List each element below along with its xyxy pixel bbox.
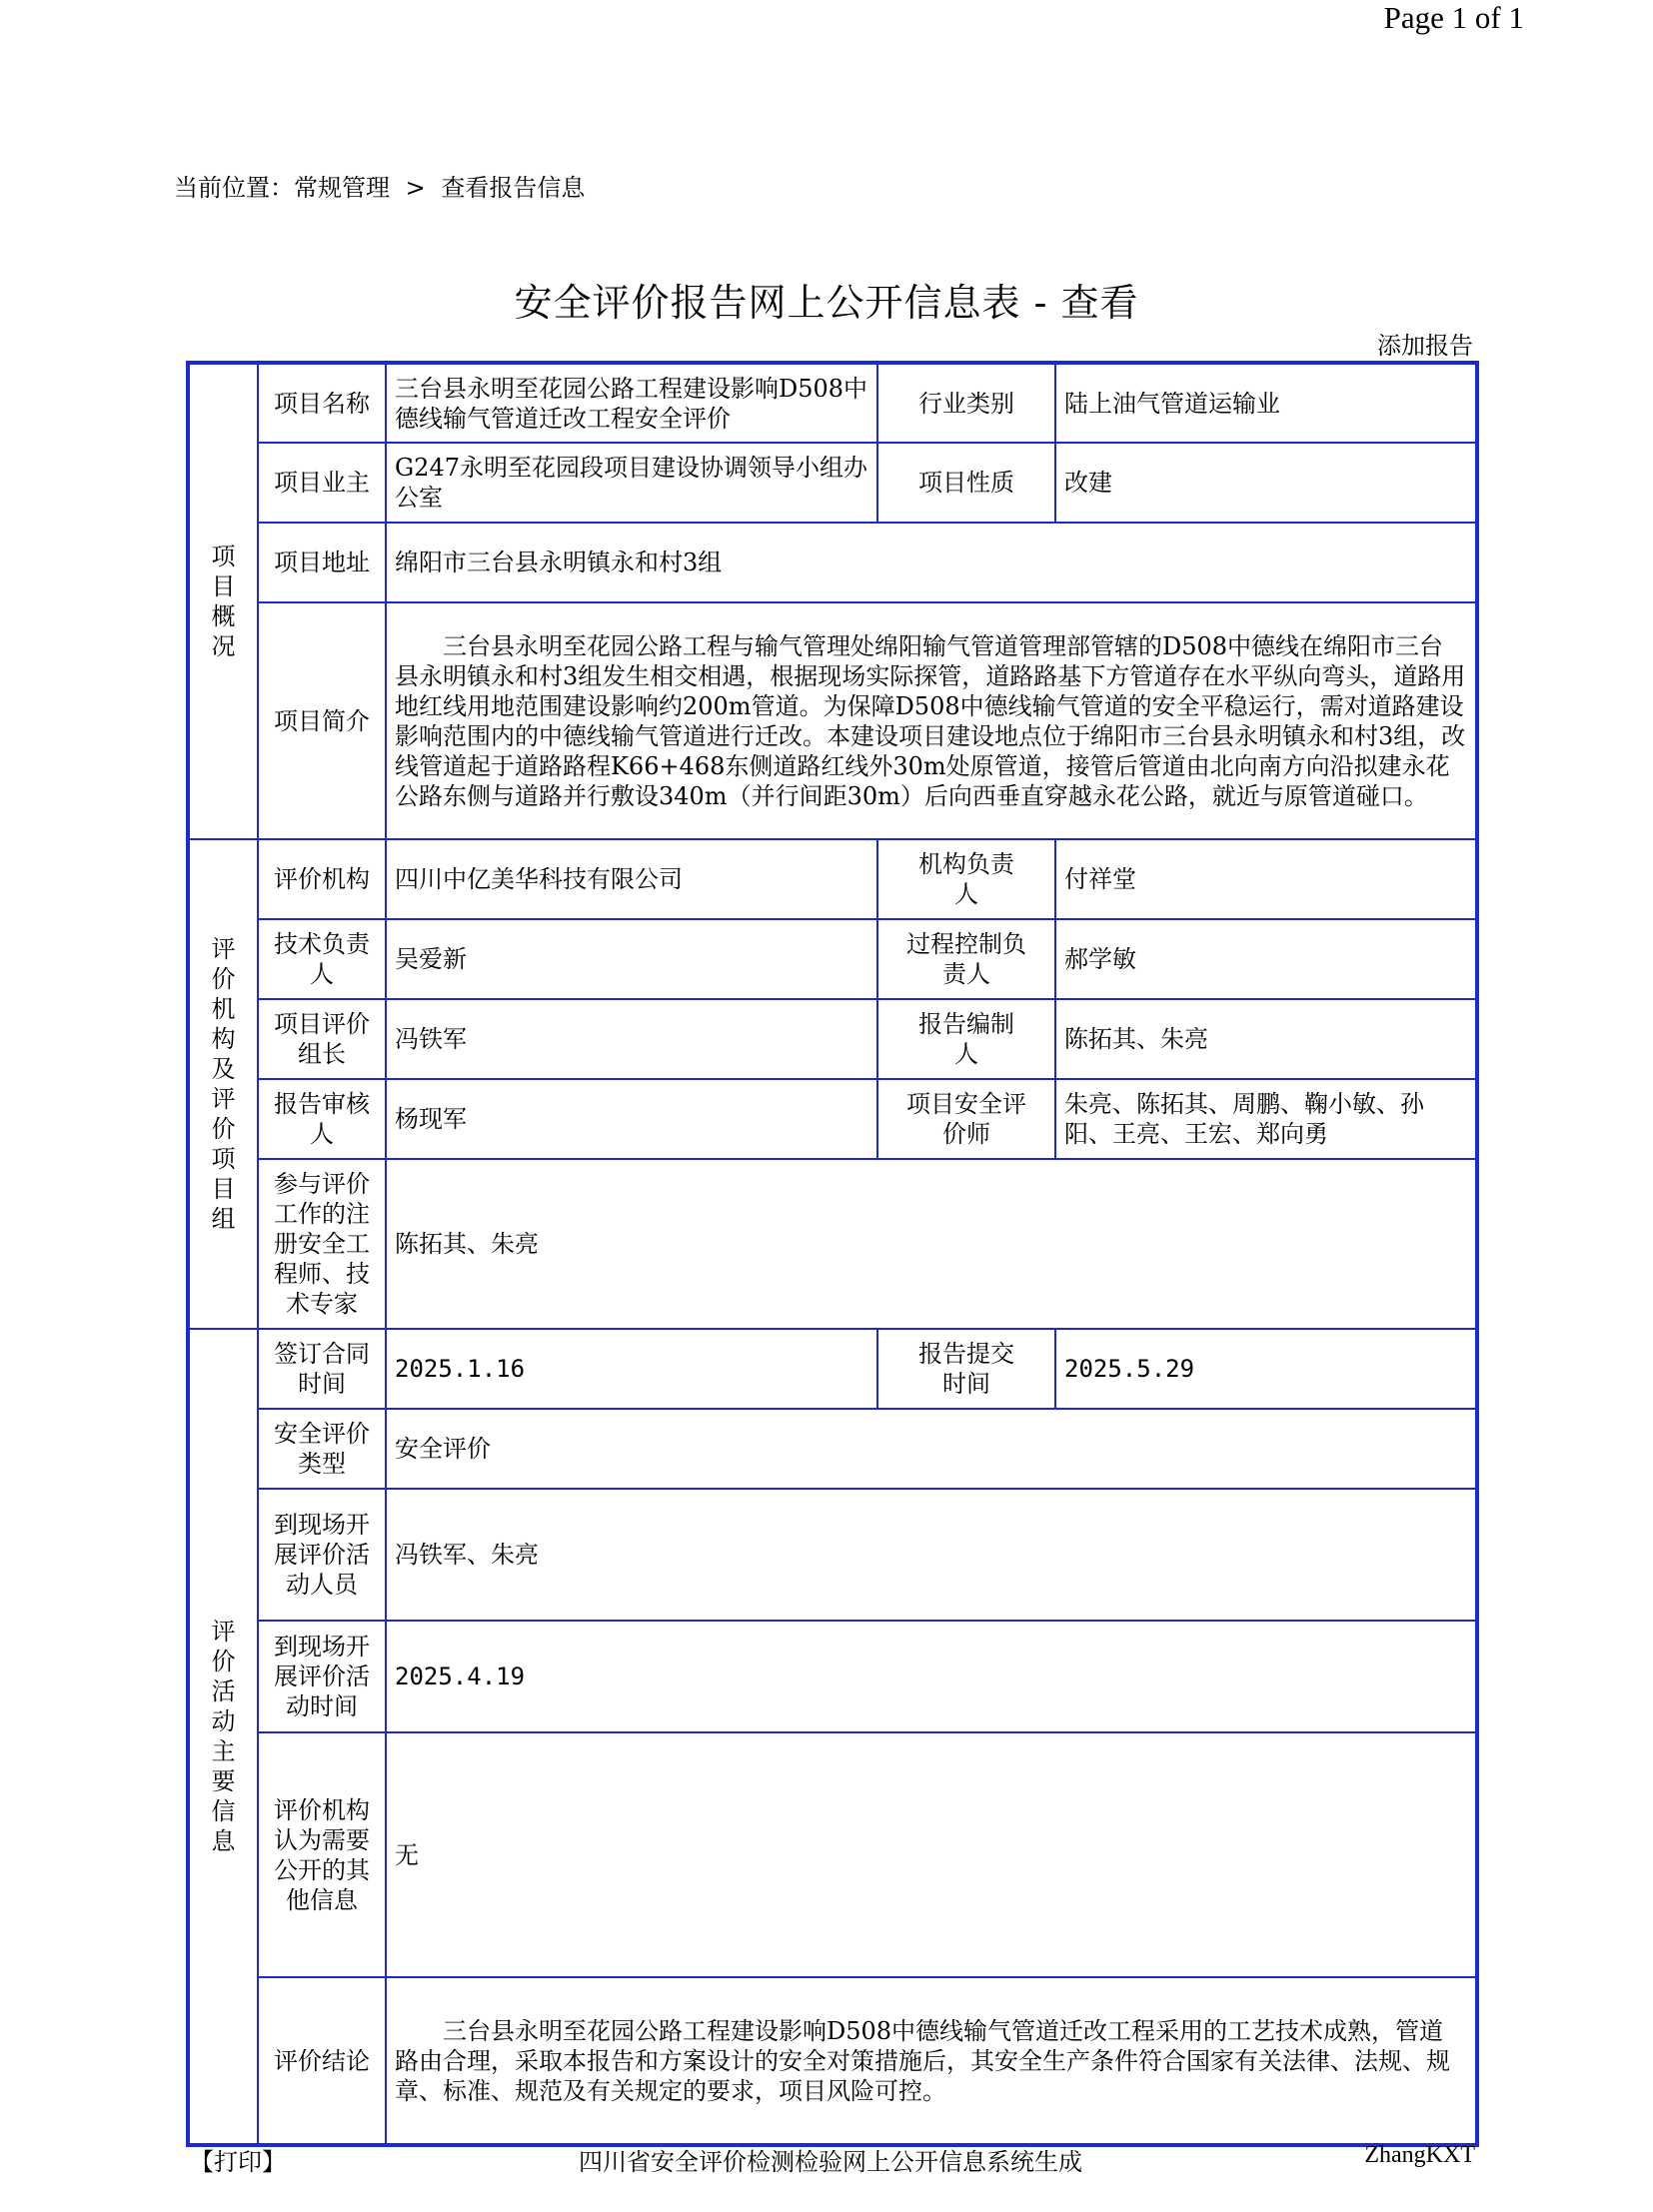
intro-label: 项目简介 (258, 602, 386, 839)
table-row (188, 919, 1477, 999)
table-row (188, 443, 1477, 523)
sign-label: 签订合同时间 (258, 1329, 386, 1409)
page-number: Page 1 of 1 (1383, 0, 1524, 35)
engineers-value: 陈拓其、朱亮 (386, 1159, 1477, 1329)
reviewer-label: 报告审核人 (258, 1079, 386, 1159)
nature-value: 改建 (1055, 443, 1477, 523)
process-label: 过程控制负责人 (877, 919, 1055, 999)
breadcrumb-prefix: 当前位置： (174, 174, 294, 202)
address-label: 项目地址 (258, 523, 386, 602)
engineers-label: 参与评价工作的注册安全工程师、技术专家 (258, 1159, 386, 1329)
owner-value: G247永明至花园段项目建设协调领导小组办公室 (386, 443, 877, 523)
industry-value: 陆上油气管道运输业 (1055, 363, 1477, 443)
tech-label: 技术负责人 (258, 919, 386, 999)
report-info-table (186, 361, 1479, 2147)
project-name-label: 项目名称 (258, 363, 386, 443)
breadcrumb-item-view-report: 查看报告信息 (441, 174, 586, 202)
section-org: 评价机构及评价项目组 (188, 839, 258, 1329)
table-row (188, 1079, 1477, 1159)
add-report-link[interactable]: 添加报告 (1377, 332, 1473, 360)
page-title: 安全评价报告网上公开信息表 - 查看 (514, 281, 1139, 325)
table-row (188, 1159, 1477, 1329)
footer (186, 2138, 1475, 2178)
table-row (188, 523, 1477, 602)
org-head-value: 付祥堂 (1055, 839, 1477, 919)
breadcrumb-item-routine[interactable]: 常规管理 (294, 174, 390, 202)
org-label: 评价机构 (258, 839, 386, 919)
owner-label: 项目业主 (258, 443, 386, 523)
conclusion-label: 评价结论 (258, 1977, 386, 2145)
project-name-value: 三台县永明至花园公路工程建设影响D508中德线输气管道迁改工程安全评价 (386, 363, 877, 443)
evaluators-value: 朱亮、陈拓其、周鹏、鞠小敏、孙阳、王亮、王宏、郑向勇 (1055, 1079, 1477, 1159)
print-button[interactable]: 【打印】 (190, 2148, 286, 2176)
table-row (188, 1329, 1477, 1409)
section-overview: 项目概况 (188, 363, 258, 839)
intro-value: 三台县永明至花园公路工程与输气管理处绵阳输气管道管理部管辖的D508中德线在绵阳市三台县永明镇永和村3组发生相交相遇，根据现场实际探管，道路路基下方管道存在水平纵向弯头，道路用地红线用地范围建设影响约200m管道。为保障D508中德线输气管道的安全平稳运行，需对道路建设影响范围内的中德线输气管道进行迁改。本建设项目建设地点位于绵阳市三台县永明镇永和村3组，改线管道起于道路路程K66+468东侧道路红线外30m处原管道，接管后管道由北向南方向沿拟建永花公路东侧与道路并行敷设340m（并行间距30m）后向西垂直穿越永花公路，就近与原管道碰口。 (386, 602, 1477, 839)
system-credit: 四川省安全评价检测检验网上公开信息系统生成 (579, 2148, 1082, 2176)
submit-label: 报告提交时间 (877, 1329, 1055, 1409)
onsite-people-value: 冯铁军、朱亮 (386, 1489, 1477, 1621)
submit-value: 2025.5.29 (1055, 1329, 1477, 1409)
section-activity: 评价活动主要信息 (188, 1329, 258, 2145)
nature-label: 项目性质 (877, 443, 1055, 523)
other-label: 评价机构认为需要公开的其他信息 (258, 1732, 386, 1977)
type-label: 安全评价类型 (258, 1409, 386, 1489)
table-row (188, 1977, 1477, 2145)
onsite-people-label: 到现场开展评价活动人员 (258, 1489, 386, 1621)
reviewer-value: 杨现军 (386, 1079, 877, 1159)
address-value: 绵阳市三台县永明镇永和村3组 (386, 523, 1477, 602)
type-value: 安全评价 (386, 1409, 1477, 1489)
onsite-time-value: 2025.4.19 (386, 1621, 1477, 1732)
onsite-time-label: 到现场开展评价活动时间 (258, 1621, 386, 1732)
table-row (188, 999, 1477, 1079)
evaluators-label: 项目安全评价师 (877, 1079, 1055, 1159)
table-row (188, 839, 1477, 919)
conclusion-value: 三台县永明至花园公路工程建设影响D508中德线输气管道迁改工程采用的工艺技术成熟，管道路由合理，采取本报告和方案设计的安全对策措施后，其安全生产条件符合国家有关法律、法规、规章、标准、规范及有关规定的要求，项目风险可控。 (386, 1977, 1477, 2145)
process-value: 郝学敏 (1055, 919, 1477, 999)
writer-label: 报告编制人 (877, 999, 1055, 1079)
breadcrumb (174, 168, 585, 203)
table-row (188, 1732, 1477, 1977)
table-row (188, 1489, 1477, 1621)
table-row (188, 1621, 1477, 1732)
author-tag: ZhangKXT (1364, 2142, 1475, 2168)
tech-value: 吴爱新 (386, 919, 877, 999)
org-head-label: 机构负责人 (877, 839, 1055, 919)
table-row (188, 363, 1477, 443)
org-value: 四川中亿美华科技有限公司 (386, 839, 877, 919)
industry-label: 行业类别 (877, 363, 1055, 443)
table-row (188, 602, 1477, 839)
leader-value: 冯铁军 (386, 999, 877, 1079)
writer-value: 陈拓其、朱亮 (1055, 999, 1477, 1079)
table-row (188, 1409, 1477, 1489)
other-value: 无 (386, 1732, 1477, 1977)
leader-label: 项目评价组长 (258, 999, 386, 1079)
breadcrumb-separator: > (405, 174, 426, 202)
sign-value: 2025.1.16 (386, 1329, 877, 1409)
